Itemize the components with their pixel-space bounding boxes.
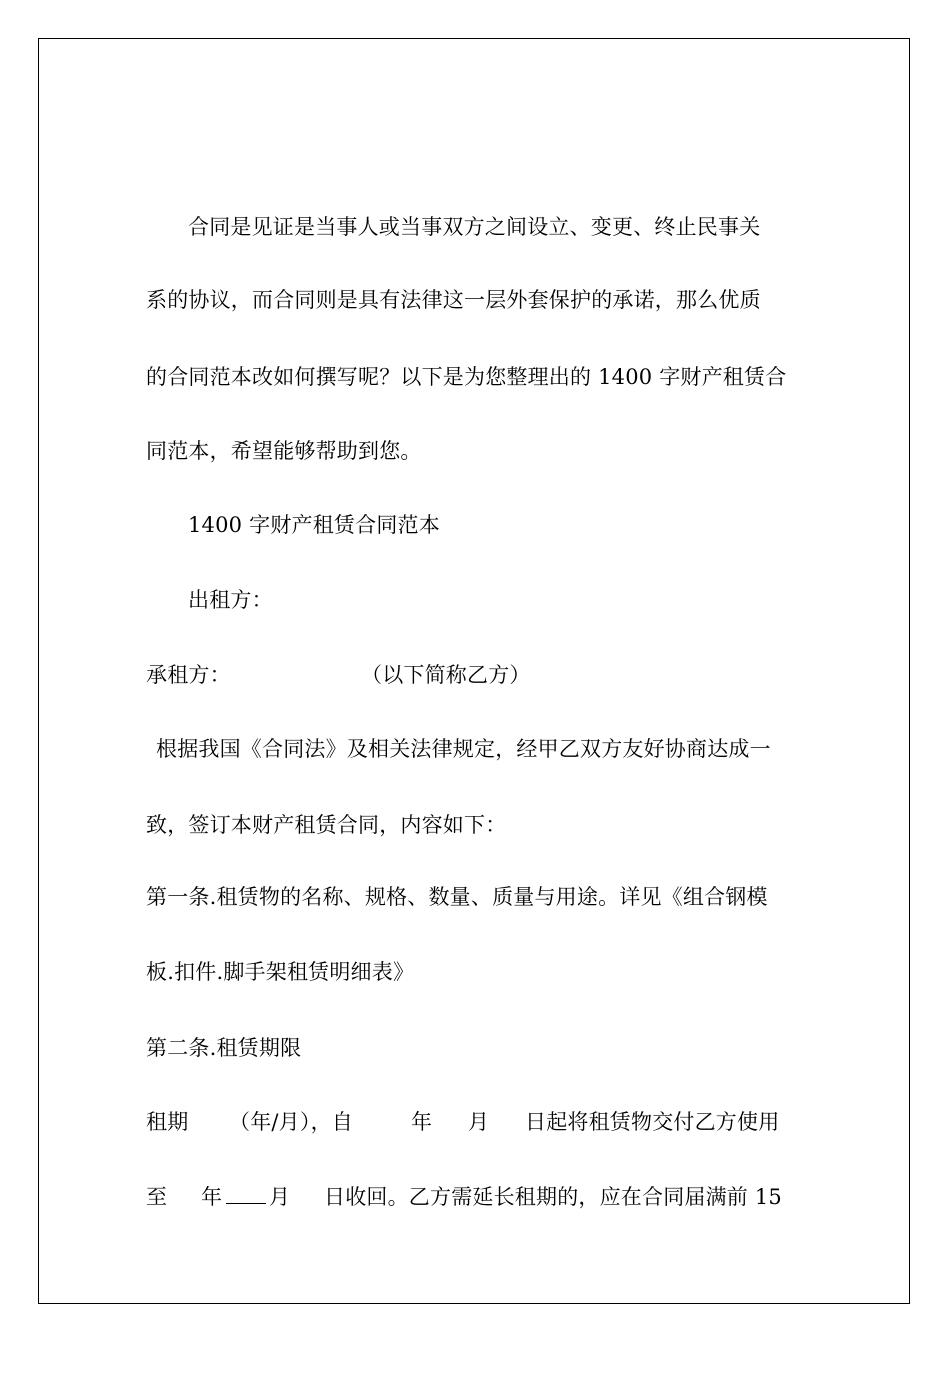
- intro-line-3: 的合同范本改如何撰写呢？以下是为您整理出的 1400 字财产租赁合: [146, 365, 787, 389]
- article1-line-1: 第一条.租赁物的名称、规格、数量、质量与用途。详见《组合钢模: [146, 885, 768, 909]
- preamble-line-1: 根据我国《合同法》及相关法律规定，经甲乙双方友好协商达成一: [156, 737, 771, 761]
- term-line-1-e: 日起将租赁物交付乙方使用: [525, 1110, 780, 1134]
- term-line-1-b: （年/月），自: [229, 1110, 353, 1134]
- intro-line-4: 同范本，希望能够帮助到您。: [146, 439, 422, 463]
- term-line-1-d: 月: [468, 1110, 490, 1134]
- lessor-label: 出租方：: [188, 588, 273, 612]
- term-line-2-b: 年: [201, 1185, 223, 1209]
- article1-line-2: 板.扣件.脚手架租赁明细表》: [146, 960, 415, 984]
- term-line-2-a: 至: [146, 1185, 168, 1209]
- term-line-2-d: 日收回。乙方需延长租期的，应在合同届满前 15: [324, 1185, 782, 1209]
- term-line-2: [146, 1182, 811, 1392]
- article2-title: 第二条.租赁期限: [146, 1036, 302, 1060]
- lessee-note: （以下简称乙方）: [361, 663, 531, 687]
- term-line-1-c: 年: [411, 1110, 433, 1134]
- document-title: 1400 字财产租赁合同范本: [188, 513, 440, 537]
- intro-line-1: 合同是见证是当事人或当事双方之间设立、变更、终止民事关: [188, 215, 761, 239]
- term-line-2-c: 月: [269, 1185, 291, 1209]
- intro-line-2: 系的协议，而合同则是具有法律这一层外套保护的承诺，那么优质: [146, 288, 761, 312]
- term-line-1-a: 租期: [146, 1110, 189, 1134]
- lessee-label: 承租方：: [146, 663, 231, 687]
- term-line-2-blank: [224, 1182, 268, 1212]
- preamble-line-2: 致，签订本财产租赁合同，内容如下：: [146, 813, 507, 837]
